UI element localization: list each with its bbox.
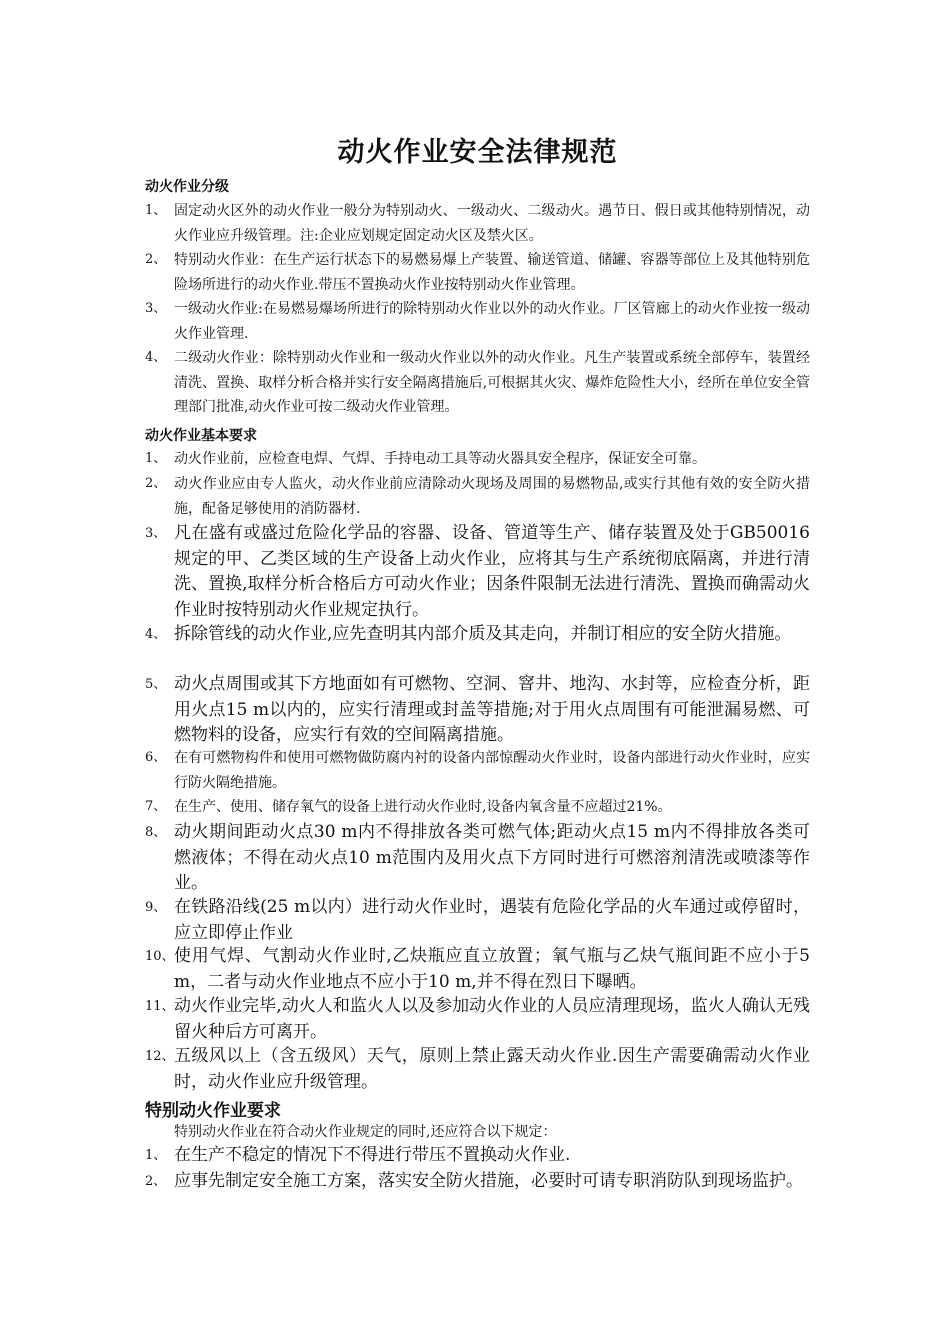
list-item (145, 297, 810, 346)
list-item-text: 二级动火作业：除特别动火作业和一级动火作业以外的动火作业。凡生产装置或系统全部停车，装置经清洗、置换、取样分析合格并实行安全隔离措施后,可根据其火灾、爆炸危险性大小，经所在单位安全管理部门批准,动火作业可按二级动火作业管理。 (174, 350, 810, 415)
list-item-number: 5、 (145, 677, 167, 692)
list-item-number: 2、 (145, 476, 167, 491)
list-item-text: 五级风以上（含五级风）天气，原则上禁止露天动火作业.因生产需要确需动火作业时，动火作业应升级管理。 (174, 1046, 810, 1092)
list-item (145, 1143, 810, 1169)
list-item-text: 动火期间距动火点30 m内不得排放各类可燃气体;距动火点15 m内不得排放各类可燃液体；不得在动火点10 m范围内及用火点下方同时进行可燃溶剂清洗或喷漆等作业。 (174, 822, 810, 893)
list-item (145, 521, 810, 623)
list-item-number: 8、 (145, 825, 167, 840)
list-item-text: 一级动火作业:在易燃易爆场所进行的除特别动火作业以外的动火作业。厂区管廊上的动火作业按一级动火作业管理. (174, 301, 810, 342)
list-item-text: 使用气焊、气割动火作业时,乙炔瓶应直立放置；氧气瓶与乙炔气瓶间距不应小于5 m，二者与动火作业地点不应小于10 m,并不得在烈日下曝晒。 (174, 946, 810, 992)
list-item-text: 应事先制定安全施工方案，落实安全防火措施，必要时可请专职消防队到现场监护。 (174, 1171, 803, 1191)
list-item (145, 248, 810, 297)
list-item-number: 11、 (145, 999, 175, 1014)
list-item-text: 固定动火区外的动火作业一般分为特别动火、一级动火、二级动火。遇节日、假日或其他特别情况，动火作业应升级管理。注:企业应划规定固定动火区及禁火区。 (174, 203, 810, 244)
list-item-text: 在生产不稳定的情况下不得进行带压不置换动火作业. (174, 1145, 571, 1165)
list-item (145, 1169, 810, 1195)
list-item-text: 动火作业应由专人监火，动火作业前应清除动火现场及周围的易燃物品,或实行其他有效的安全防火措施，配备足够使用的消防器材. (174, 476, 810, 517)
list-item-number: 2、 (145, 1174, 167, 1189)
list-item (145, 994, 810, 1045)
list-item (145, 472, 810, 521)
list-item-number: 3、 (145, 301, 167, 316)
list-item-text: 在铁路沿线(25 m以内）进行动火作业时，遇装有危险化学品的火车通过或停留时，应立即停止作业 (174, 897, 810, 943)
list-item-number: 3、 (145, 526, 167, 541)
list-item (145, 447, 810, 472)
section-intro: 特别动火作业在符合动火作业规定的同时,还应符合以下规定： (174, 1124, 557, 1140)
section-heading-special-requirements: 特别动火作业要求 (145, 1101, 281, 1121)
list-item-text: 动火作业完毕,动火人和监火人以及参加动火作业的人员应清理现场，监火人确认无残留火种后方可离开。 (174, 996, 810, 1042)
list-item-text: 动火点周围或其下方地面如有可燃物、空洞、窨井、地沟、水封等，应检查分析，距用火点15 m以内的，应实行清理或封盖等措施;对于用火点周围有可能泄漏易燃、可燃物料的设备，应实行有效的空间隔离措施。 (174, 674, 810, 745)
list-item (145, 672, 810, 749)
list-item-number: 1、 (145, 1148, 167, 1163)
list-item-number: 12、 (145, 1049, 175, 1064)
section-heading-grading: 动火作业分级 (145, 179, 229, 195)
list-item-text: 动火作业前，应检查电焊、气焊、手持电动工具等动火器具安全程序，保证安全可靠。 (174, 451, 706, 467)
list-item (145, 622, 810, 648)
page-title: 动火作业安全法律规范 (337, 137, 618, 168)
list-item (145, 199, 810, 248)
list-item (145, 795, 810, 820)
list-item (145, 895, 810, 946)
list-item-text: 特别动火作业：在生产运行状态下的易燃易爆上产装置、输送管道、储罐、容器等部位上及其他特别危险场所进行的动火作业.带压不置换动火作业按特别动火作业管理。 (174, 252, 810, 293)
list-item-text: 在生产、使用、储存氧气的设备上进行动火作业时,设备内氧含量不应超过21%。 (174, 799, 672, 815)
list-item-number: 4、 (145, 627, 167, 642)
list-item (145, 944, 810, 995)
list-item-number: 10、 (145, 949, 175, 964)
list-item-text: 在有可燃物构件和使用可燃物做防腐内衬的设备内部惊醒动火作业时，设备内部进行动火作业时，应实行防火隔绝措施。 (174, 750, 810, 791)
list-item-number: 4、 (145, 350, 167, 365)
list-item-number: 7、 (145, 799, 167, 814)
list-item (145, 746, 810, 795)
list-item (145, 1044, 810, 1095)
section-heading-basic-requirements: 动火作业基本要求 (145, 428, 257, 444)
list-item-number: 1、 (145, 451, 167, 466)
list-item-number: 6、 (145, 750, 167, 765)
list-item-number: 9、 (145, 900, 167, 915)
list-item (145, 346, 810, 420)
list-item-text: 凡在盛有或盛过危险化学品的容器、设备、管道等生产、储存装置及处于GB50016规定的甲、乙类区域的生产设备上动火作业，应将其与生产系统彻底隔离，并进行清洗、置换,取样分析合格后方可动火作业；因条件限制无法进行清洗、置换而确需动火作业时按特别动火作业规定执行。 (174, 523, 810, 620)
list-item-number: 2、 (145, 252, 167, 267)
list-item-number: 1、 (145, 203, 167, 218)
list-item-text: 拆除管线的动火作业,应先查明其内部介质及其走向，并制订相应的安全防火措施。 (174, 624, 792, 644)
list-item (145, 820, 810, 897)
